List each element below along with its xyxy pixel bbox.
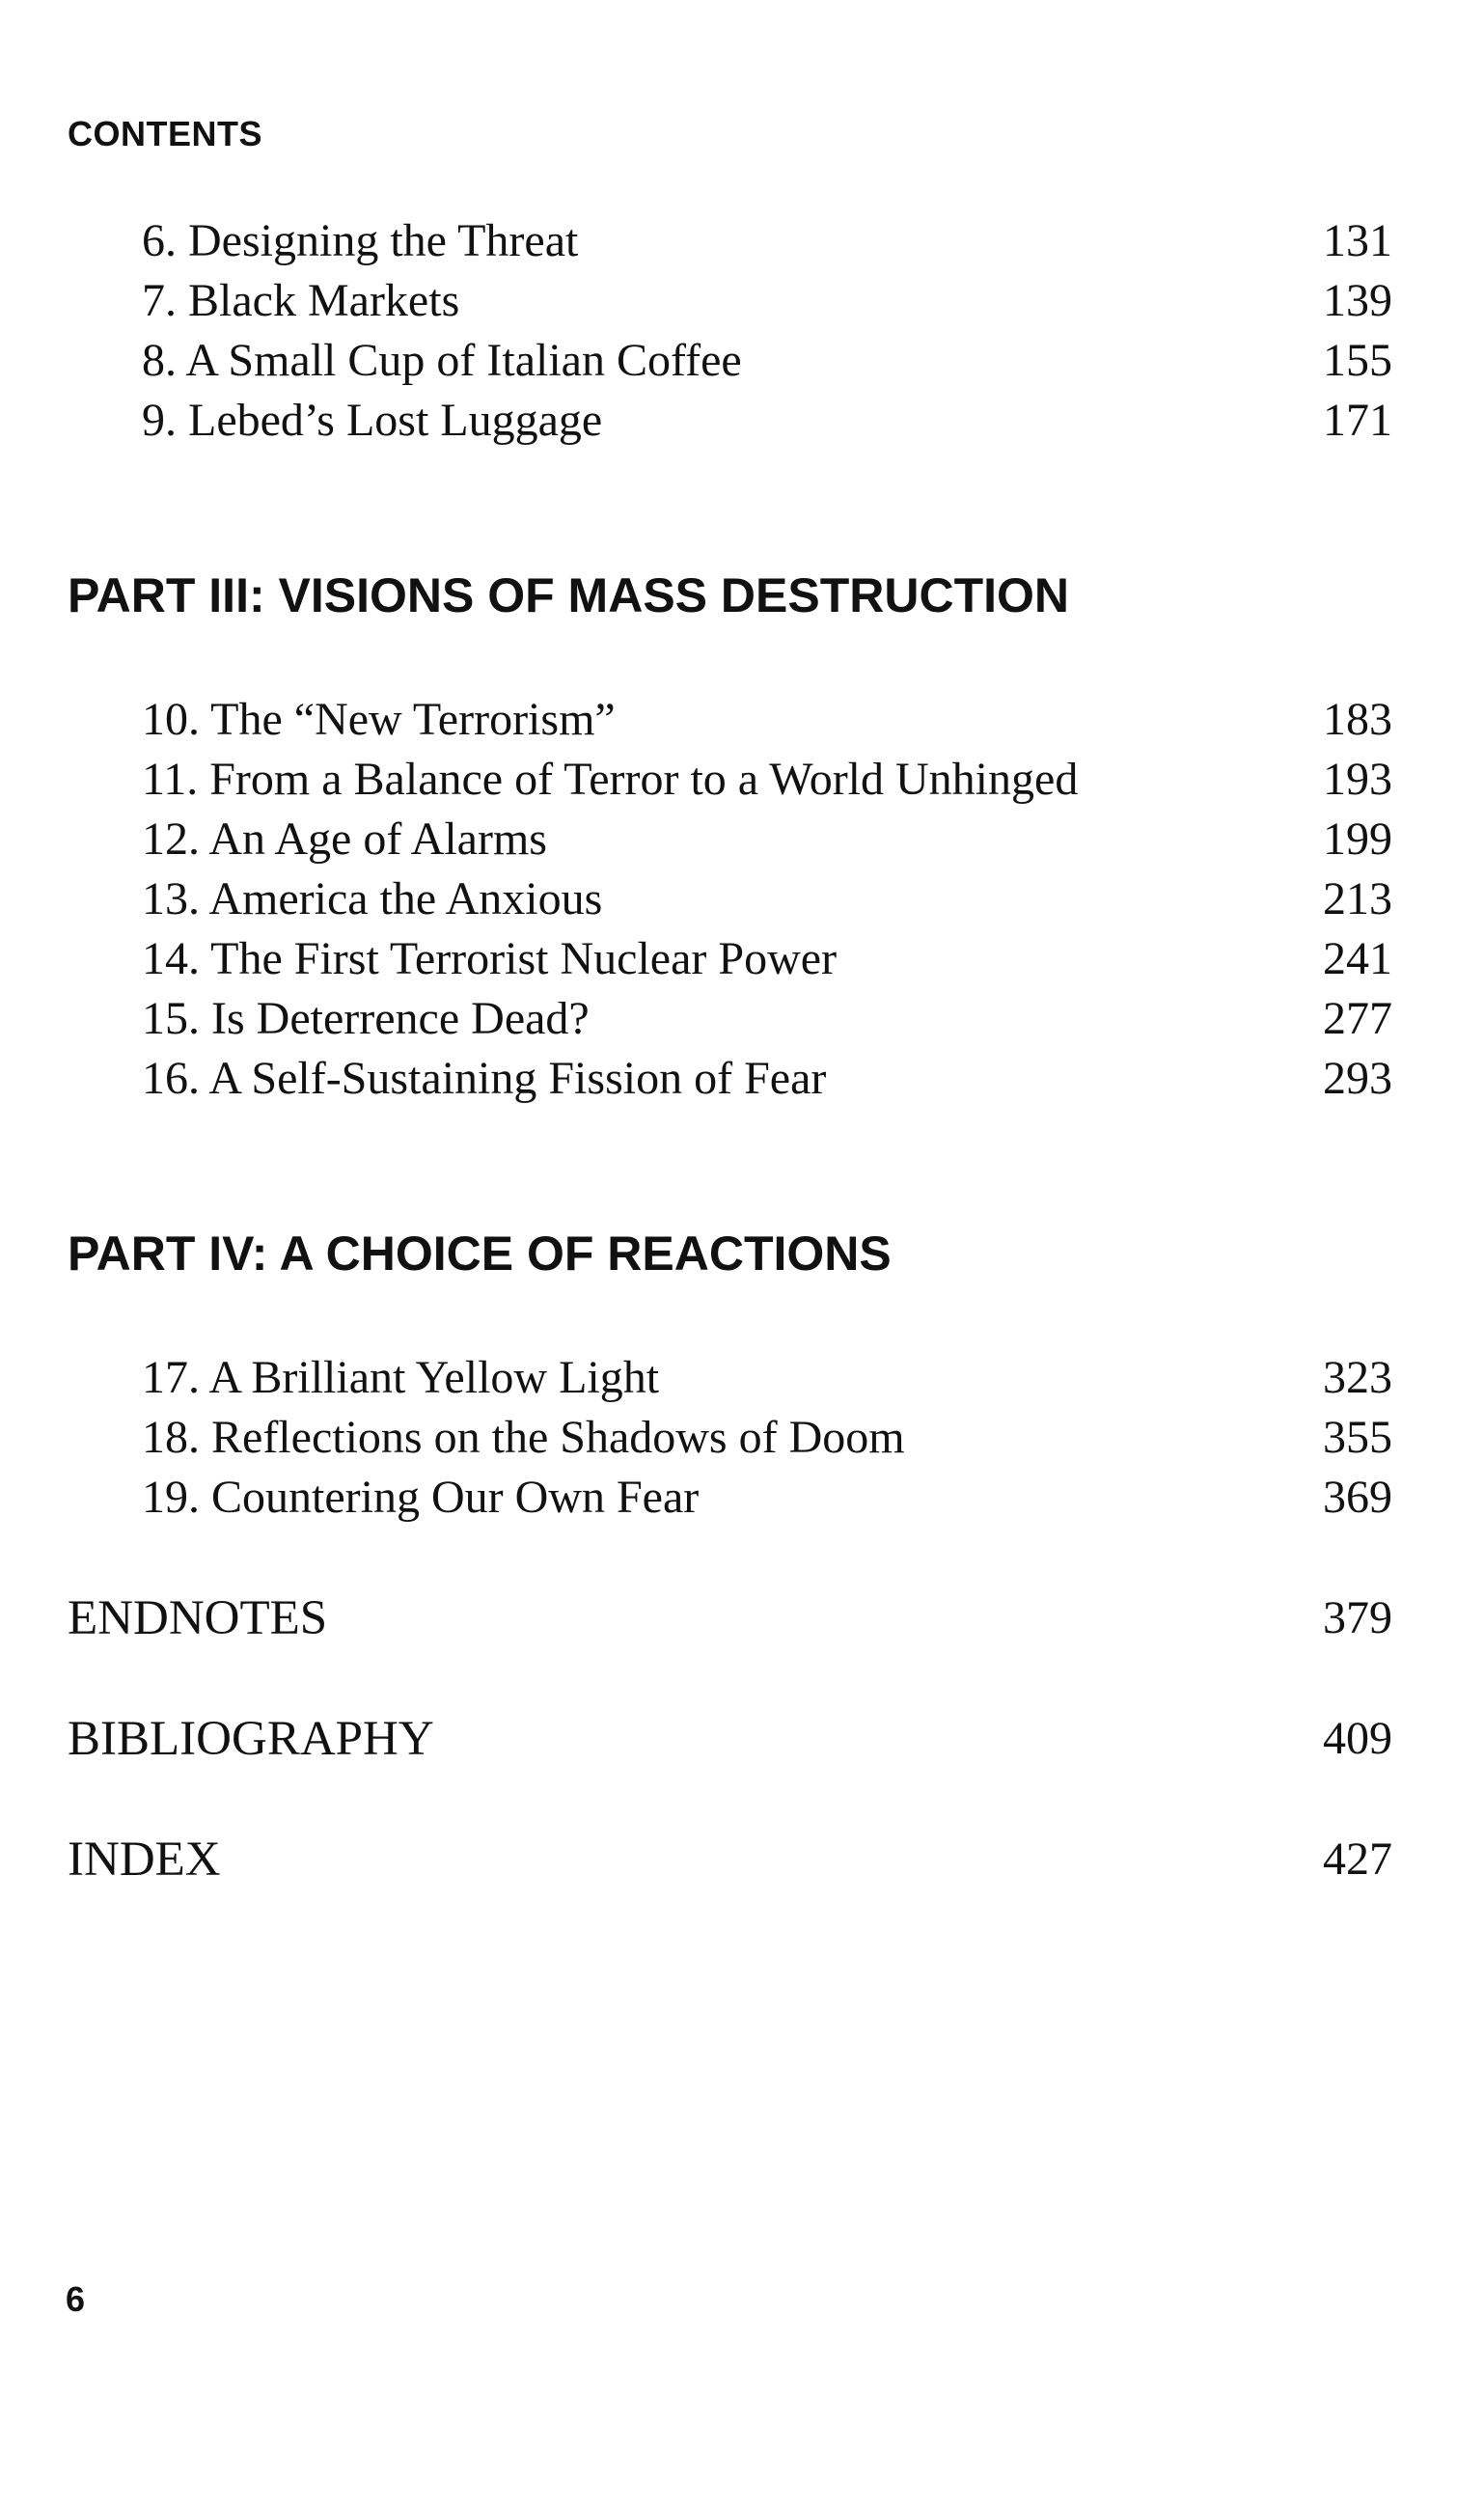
page-number: 171 xyxy=(1323,395,1392,446)
toc-entry[interactable] xyxy=(0,1408,1484,1468)
page-number: 199 xyxy=(1323,813,1392,865)
back-matter-title: BIBLIOGRAPHY xyxy=(68,1712,434,1766)
toc-entry[interactable] xyxy=(0,989,1484,1049)
part-heading: PART III: VISIONS OF MASS DESTRUCTION xyxy=(68,568,1070,622)
part-heading: PART IV: A CHOICE OF REACTIONS xyxy=(68,1227,892,1281)
running-head: CONTENTS xyxy=(68,114,262,153)
toc-entry-endnotes[interactable] xyxy=(0,1585,1484,1652)
chapter-title: 9. Lebed’s Lost Luggage xyxy=(142,395,603,446)
chapter-title: 12. An Age of Alarms xyxy=(142,813,547,865)
toc-entry[interactable] xyxy=(0,1468,1484,1528)
toc-entry[interactable] xyxy=(0,690,1484,750)
toc-entry[interactable] xyxy=(0,810,1484,869)
chapter-title: 13. America the Anxious xyxy=(142,873,603,924)
page-number: 213 xyxy=(1323,873,1392,924)
toc-entry[interactable] xyxy=(0,391,1484,451)
page-number: 155 xyxy=(1323,335,1392,386)
chapter-title: 16. A Self-Sustaining Fission of Fear xyxy=(142,1053,827,1104)
page-folio: 6 xyxy=(66,2279,86,2319)
toc-entry[interactable] xyxy=(0,331,1484,391)
back-matter-title: ENDNOTES xyxy=(68,1591,328,1645)
page-number: 241 xyxy=(1323,933,1392,984)
page-number: 277 xyxy=(1323,993,1392,1044)
part2-chapter-list xyxy=(0,211,1484,451)
page-number: 183 xyxy=(1323,694,1392,745)
chapter-title: 6. Designing the Threat xyxy=(142,215,579,266)
page-number: 293 xyxy=(1323,1053,1392,1104)
page-number: 131 xyxy=(1323,215,1392,266)
toc-entry[interactable] xyxy=(0,750,1484,810)
page-number: 193 xyxy=(1323,754,1392,805)
chapter-title: 14. The First Terrorist Nuclear Power xyxy=(142,933,838,984)
toc-entry[interactable] xyxy=(0,929,1484,989)
page-number: 369 xyxy=(1323,1472,1392,1523)
part3-chapter-list xyxy=(0,690,1484,1109)
chapter-title: 19. Countering Our Own Fear xyxy=(142,1472,700,1523)
toc-entry-bibliography[interactable] xyxy=(0,1705,1484,1773)
toc-entry[interactable] xyxy=(0,1348,1484,1408)
part4-chapter-list xyxy=(0,1348,1484,1528)
chapter-title: 15. Is Deterrence Dead? xyxy=(142,993,590,1044)
toc-entry-index[interactable] xyxy=(0,1826,1484,1893)
toc-entry[interactable] xyxy=(0,271,1484,331)
chapter-title: 11. From a Balance of Terror to a World Unhinged xyxy=(142,754,1079,805)
page-number: 323 xyxy=(1323,1352,1392,1403)
toc-entry[interactable] xyxy=(0,211,1484,271)
chapter-title: 17. A Brilliant Yellow Light xyxy=(142,1352,660,1403)
page-number: 355 xyxy=(1323,1412,1392,1463)
back-matter-title: INDEX xyxy=(68,1833,221,1887)
chapter-title: 7. Black Markets xyxy=(142,275,460,326)
page-number: 409 xyxy=(1323,1713,1392,1764)
chapter-title: 18. Reflections on the Shadows of Doom xyxy=(142,1412,905,1463)
page-number: 427 xyxy=(1323,1834,1392,1885)
chapter-title: 10. The “New Terrorism” xyxy=(142,694,616,745)
page-number: 379 xyxy=(1323,1592,1392,1643)
page-number: 139 xyxy=(1323,275,1392,326)
toc-entry[interactable] xyxy=(0,869,1484,929)
toc-entry[interactable] xyxy=(0,1049,1484,1109)
chapter-title: 8. A Small Cup of Italian Coffee xyxy=(142,335,742,386)
